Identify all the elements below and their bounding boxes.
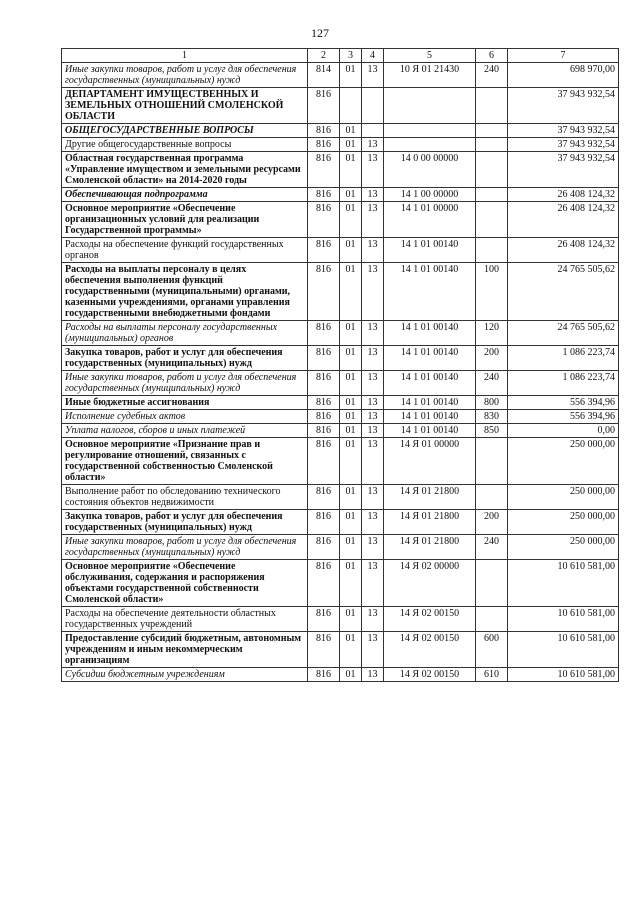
item-name-cell: Иные закупки товаров, работ и услуг для обеспечения государственных (муниципальных) нужд xyxy=(62,535,308,560)
table-row xyxy=(62,410,619,424)
subsection-code-cell: 13 xyxy=(362,632,384,668)
table-row xyxy=(62,632,619,668)
amount-cell: 24 765 505,62 xyxy=(508,263,619,321)
expense-type-cell xyxy=(476,202,508,238)
subsection-code-cell: 13 xyxy=(362,63,384,88)
section-code-cell: 01 xyxy=(340,560,362,607)
target-article-cell: 14 1 01 00140 xyxy=(384,346,476,371)
ved-code-cell: 816 xyxy=(308,263,340,321)
target-article-cell: 14 1 01 00140 xyxy=(384,263,476,321)
expense-type-cell xyxy=(476,88,508,124)
table-row xyxy=(62,124,619,138)
section-code-cell: 01 xyxy=(340,668,362,682)
expense-type-cell: 800 xyxy=(476,396,508,410)
target-article-cell: 14 Я 01 21800 xyxy=(384,535,476,560)
item-name-cell: Расходы на выплаты персоналу в целях обеспечения выполнения функций государственными (муниципальными) органами, казенными учреждениями, органами управления государственными внебюджетными фондами xyxy=(62,263,308,321)
section-code-cell: 01 xyxy=(340,321,362,346)
ved-code-cell: 816 xyxy=(308,188,340,202)
item-name-cell: ОБЩЕГОСУДАРСТВЕННЫЕ ВОПРОСЫ xyxy=(62,124,308,138)
section-code-cell: 01 xyxy=(340,124,362,138)
subsection-code-cell: 13 xyxy=(362,438,384,485)
amount-cell: 26 408 124,32 xyxy=(508,238,619,263)
section-code-cell: 01 xyxy=(340,485,362,510)
target-article-cell: 14 1 01 00140 xyxy=(384,321,476,346)
ved-code-cell: 816 xyxy=(308,410,340,424)
section-code-cell: 01 xyxy=(340,510,362,535)
table-row xyxy=(62,371,619,396)
item-name-cell: Другие общегосударственные вопросы xyxy=(62,138,308,152)
target-article-cell xyxy=(384,88,476,124)
expense-type-cell xyxy=(476,188,508,202)
amount-cell: 1 086 223,74 xyxy=(508,346,619,371)
amount-cell: 10 610 581,00 xyxy=(508,668,619,682)
ved-code-cell: 816 xyxy=(308,138,340,152)
subsection-code-cell: 13 xyxy=(362,321,384,346)
expense-type-cell: 100 xyxy=(476,263,508,321)
expense-type-cell xyxy=(476,607,508,632)
section-code-cell: 01 xyxy=(340,238,362,263)
table-row xyxy=(62,510,619,535)
item-name-cell: Основное мероприятие «Обеспечение организационных условий для реализации Государственной программы» xyxy=(62,202,308,238)
ved-code-cell: 816 xyxy=(308,88,340,124)
amount-cell: 26 408 124,32 xyxy=(508,202,619,238)
amount-cell: 24 765 505,62 xyxy=(508,321,619,346)
subsection-code-cell: 13 xyxy=(362,371,384,396)
ved-code-cell: 816 xyxy=(308,371,340,396)
header-cell: 3 xyxy=(340,49,362,63)
subsection-code-cell: 13 xyxy=(362,396,384,410)
header-cell: 4 xyxy=(362,49,384,63)
item-name-cell: Расходы на выплаты персоналу государственных (муниципальных) органов xyxy=(62,321,308,346)
table-row xyxy=(62,535,619,560)
section-code-cell: 01 xyxy=(340,535,362,560)
item-name-cell: Иные закупки товаров, работ и услуг для обеспечения государственных (муниципальных) нужд xyxy=(62,63,308,88)
item-name-cell: Уплата налогов, сборов и иных платежей xyxy=(62,424,308,438)
table-row xyxy=(62,63,619,88)
section-code-cell: 01 xyxy=(340,410,362,424)
subsection-code-cell: 13 xyxy=(362,263,384,321)
ved-code-cell: 816 xyxy=(308,202,340,238)
target-article-cell: 14 1 01 00000 xyxy=(384,202,476,238)
amount-cell: 37 943 932,54 xyxy=(508,138,619,152)
ved-code-cell: 816 xyxy=(308,485,340,510)
table-row xyxy=(62,138,619,152)
table-row xyxy=(62,346,619,371)
table-row xyxy=(62,396,619,410)
subsection-code-cell: 13 xyxy=(362,152,384,188)
target-article-cell: 14 Я 01 21800 xyxy=(384,510,476,535)
target-article-cell xyxy=(384,124,476,138)
amount-cell: 0,00 xyxy=(508,424,619,438)
subsection-code-cell: 13 xyxy=(362,346,384,371)
table-row xyxy=(62,321,619,346)
table-row xyxy=(62,607,619,632)
amount-cell: 37 943 932,54 xyxy=(508,152,619,188)
section-code-cell: 01 xyxy=(340,138,362,152)
header-row xyxy=(62,49,619,63)
target-article-cell xyxy=(384,138,476,152)
subsection-code-cell: 13 xyxy=(362,202,384,238)
section-code-cell: 01 xyxy=(340,632,362,668)
item-name-cell: Закупка товаров, работ и услуг для обеспечения государственных (муниципальных) нужд xyxy=(62,510,308,535)
ved-code-cell: 816 xyxy=(308,668,340,682)
expense-type-cell: 200 xyxy=(476,346,508,371)
expense-type-cell: 600 xyxy=(476,632,508,668)
table-row xyxy=(62,202,619,238)
table-row xyxy=(62,560,619,607)
expense-type-cell xyxy=(476,438,508,485)
header-cell: 5 xyxy=(384,49,476,63)
ved-code-cell: 816 xyxy=(308,560,340,607)
item-name-cell: Обеспечивающая подпрограмма xyxy=(62,188,308,202)
subsection-code-cell: 13 xyxy=(362,485,384,510)
ved-code-cell: 816 xyxy=(308,152,340,188)
target-article-cell: 14 1 01 00140 xyxy=(384,396,476,410)
table-row xyxy=(62,485,619,510)
ved-code-cell: 816 xyxy=(308,535,340,560)
amount-cell: 698 970,00 xyxy=(508,63,619,88)
section-code-cell: 01 xyxy=(340,152,362,188)
expense-type-cell xyxy=(476,560,508,607)
amount-cell: 37 943 932,54 xyxy=(508,124,619,138)
page-number: 127 xyxy=(311,26,329,40)
item-name-cell: Закупка товаров, работ и услуг для обеспечения государственных (муниципальных) нужд xyxy=(62,346,308,371)
ved-code-cell: 816 xyxy=(308,346,340,371)
target-article-cell: 14 Я 02 00150 xyxy=(384,632,476,668)
section-code-cell: 01 xyxy=(340,424,362,438)
amount-cell: 250 000,00 xyxy=(508,510,619,535)
target-article-cell: 14 Я 01 00000 xyxy=(384,438,476,485)
item-name-cell: Выполнение работ по обследованию технического состояния объектов недвижимости xyxy=(62,485,308,510)
target-article-cell: 14 Я 02 00150 xyxy=(384,668,476,682)
expense-type-cell: 120 xyxy=(476,321,508,346)
item-name-cell: ДЕПАРТАМЕНТ ИМУЩЕСТВЕННЫХ И ЗЕМЕЛЬНЫХ ОТНОШЕНИЙ СМОЛЕНСКОЙ ОБЛАСТИ xyxy=(62,88,308,124)
item-name-cell: Расходы на обеспечение функций государственных органов xyxy=(62,238,308,263)
expense-type-cell xyxy=(476,124,508,138)
subsection-code-cell: 13 xyxy=(362,560,384,607)
expense-type-cell xyxy=(476,485,508,510)
subsection-code-cell: 13 xyxy=(362,410,384,424)
table-row xyxy=(62,263,619,321)
target-article-cell: 14 Я 01 21800 xyxy=(384,485,476,510)
header-cell: 1 xyxy=(62,49,308,63)
section-code-cell: 01 xyxy=(340,202,362,238)
amount-cell: 1 086 223,74 xyxy=(508,371,619,396)
item-name-cell: Расходы на обеспечение деятельности областных государственных учреждений xyxy=(62,607,308,632)
header-cell: 6 xyxy=(476,49,508,63)
section-code-cell: 01 xyxy=(340,346,362,371)
expense-type-cell: 850 xyxy=(476,424,508,438)
item-name-cell: Иные закупки товаров, работ и услуг для обеспечения государственных (муниципальных) нужд xyxy=(62,371,308,396)
ved-code-cell: 816 xyxy=(308,124,340,138)
section-code-cell: 01 xyxy=(340,396,362,410)
amount-cell: 250 000,00 xyxy=(508,438,619,485)
item-name-cell: Иные бюджетные ассигнования xyxy=(62,396,308,410)
subsection-code-cell: 13 xyxy=(362,188,384,202)
header-cell: 7 xyxy=(508,49,619,63)
target-article-cell: 14 1 00 00000 xyxy=(384,188,476,202)
ved-code-cell: 816 xyxy=(308,321,340,346)
target-article-cell: 10 Я 01 21430 xyxy=(384,63,476,88)
subsection-code-cell: 13 xyxy=(362,510,384,535)
item-name-cell: Исполнение судебных актов xyxy=(62,410,308,424)
amount-cell: 37 943 932,54 xyxy=(508,88,619,124)
budget-table xyxy=(61,48,619,682)
expense-type-cell: 830 xyxy=(476,410,508,424)
table-row xyxy=(62,238,619,263)
ved-code-cell: 816 xyxy=(308,424,340,438)
table-row xyxy=(62,438,619,485)
ved-code-cell: 816 xyxy=(308,510,340,535)
amount-cell: 10 610 581,00 xyxy=(508,632,619,668)
section-code-cell: 01 xyxy=(340,438,362,485)
expense-type-cell xyxy=(476,238,508,263)
table-row xyxy=(62,668,619,682)
amount-cell: 556 394,96 xyxy=(508,396,619,410)
expense-type-cell xyxy=(476,138,508,152)
subsection-code-cell: 13 xyxy=(362,238,384,263)
amount-cell: 10 610 581,00 xyxy=(508,560,619,607)
table-row xyxy=(62,188,619,202)
expense-type-cell: 240 xyxy=(476,63,508,88)
target-article-cell: 14 Я 02 00150 xyxy=(384,607,476,632)
item-name-cell: Областная государственная программа «Управление имуществом и земельными ресурсами Смоленской области» на 2014-2020 годы xyxy=(62,152,308,188)
section-code-cell: 01 xyxy=(340,263,362,321)
expense-type-cell: 240 xyxy=(476,371,508,396)
amount-cell: 250 000,00 xyxy=(508,535,619,560)
expense-type-cell xyxy=(476,152,508,188)
table-row xyxy=(62,424,619,438)
target-article-cell: 14 1 01 00140 xyxy=(384,410,476,424)
section-code-cell: 01 xyxy=(340,371,362,396)
ved-code-cell: 816 xyxy=(308,238,340,263)
ved-code-cell: 814 xyxy=(308,63,340,88)
ved-code-cell: 816 xyxy=(308,438,340,485)
expense-type-cell: 610 xyxy=(476,668,508,682)
item-name-cell: Основное мероприятие «Обеспечение обслуживания, содержания и распоряжения объектами государственной собственности Смоленской области» xyxy=(62,560,308,607)
amount-cell: 556 394,96 xyxy=(508,410,619,424)
expense-type-cell: 240 xyxy=(476,535,508,560)
target-article-cell: 14 0 00 00000 xyxy=(384,152,476,188)
amount-cell: 26 408 124,32 xyxy=(508,188,619,202)
subsection-code-cell: 13 xyxy=(362,424,384,438)
target-article-cell: 14 Я 02 00000 xyxy=(384,560,476,607)
subsection-code-cell: 13 xyxy=(362,138,384,152)
section-code-cell xyxy=(340,88,362,124)
subsection-code-cell: 13 xyxy=(362,607,384,632)
section-code-cell: 01 xyxy=(340,63,362,88)
amount-cell: 10 610 581,00 xyxy=(508,607,619,632)
target-article-cell: 14 1 01 00140 xyxy=(384,238,476,263)
target-article-cell: 14 1 01 00140 xyxy=(384,371,476,396)
subsection-code-cell xyxy=(362,88,384,124)
amount-cell: 250 000,00 xyxy=(508,485,619,510)
ved-code-cell: 816 xyxy=(308,607,340,632)
section-code-cell: 01 xyxy=(340,607,362,632)
table-row xyxy=(62,152,619,188)
header-cell: 2 xyxy=(308,49,340,63)
section-code-cell: 01 xyxy=(340,188,362,202)
table-row xyxy=(62,88,619,124)
ved-code-cell: 816 xyxy=(308,396,340,410)
expense-type-cell: 200 xyxy=(476,510,508,535)
target-article-cell: 14 1 01 00140 xyxy=(384,424,476,438)
subsection-code-cell xyxy=(362,124,384,138)
item-name-cell: Основное мероприятие «Признание прав и регулирование отношений, связанных с государственной собственностью Смоленской области» xyxy=(62,438,308,485)
ved-code-cell: 816 xyxy=(308,632,340,668)
item-name-cell: Субсидии бюджетным учреждениям xyxy=(62,668,308,682)
item-name-cell: Предоставление субсидий бюджетным, автономным учреждениям и иным некоммерческим организациям xyxy=(62,632,308,668)
table-body xyxy=(62,49,619,682)
subsection-code-cell: 13 xyxy=(362,535,384,560)
subsection-code-cell: 13 xyxy=(362,668,384,682)
